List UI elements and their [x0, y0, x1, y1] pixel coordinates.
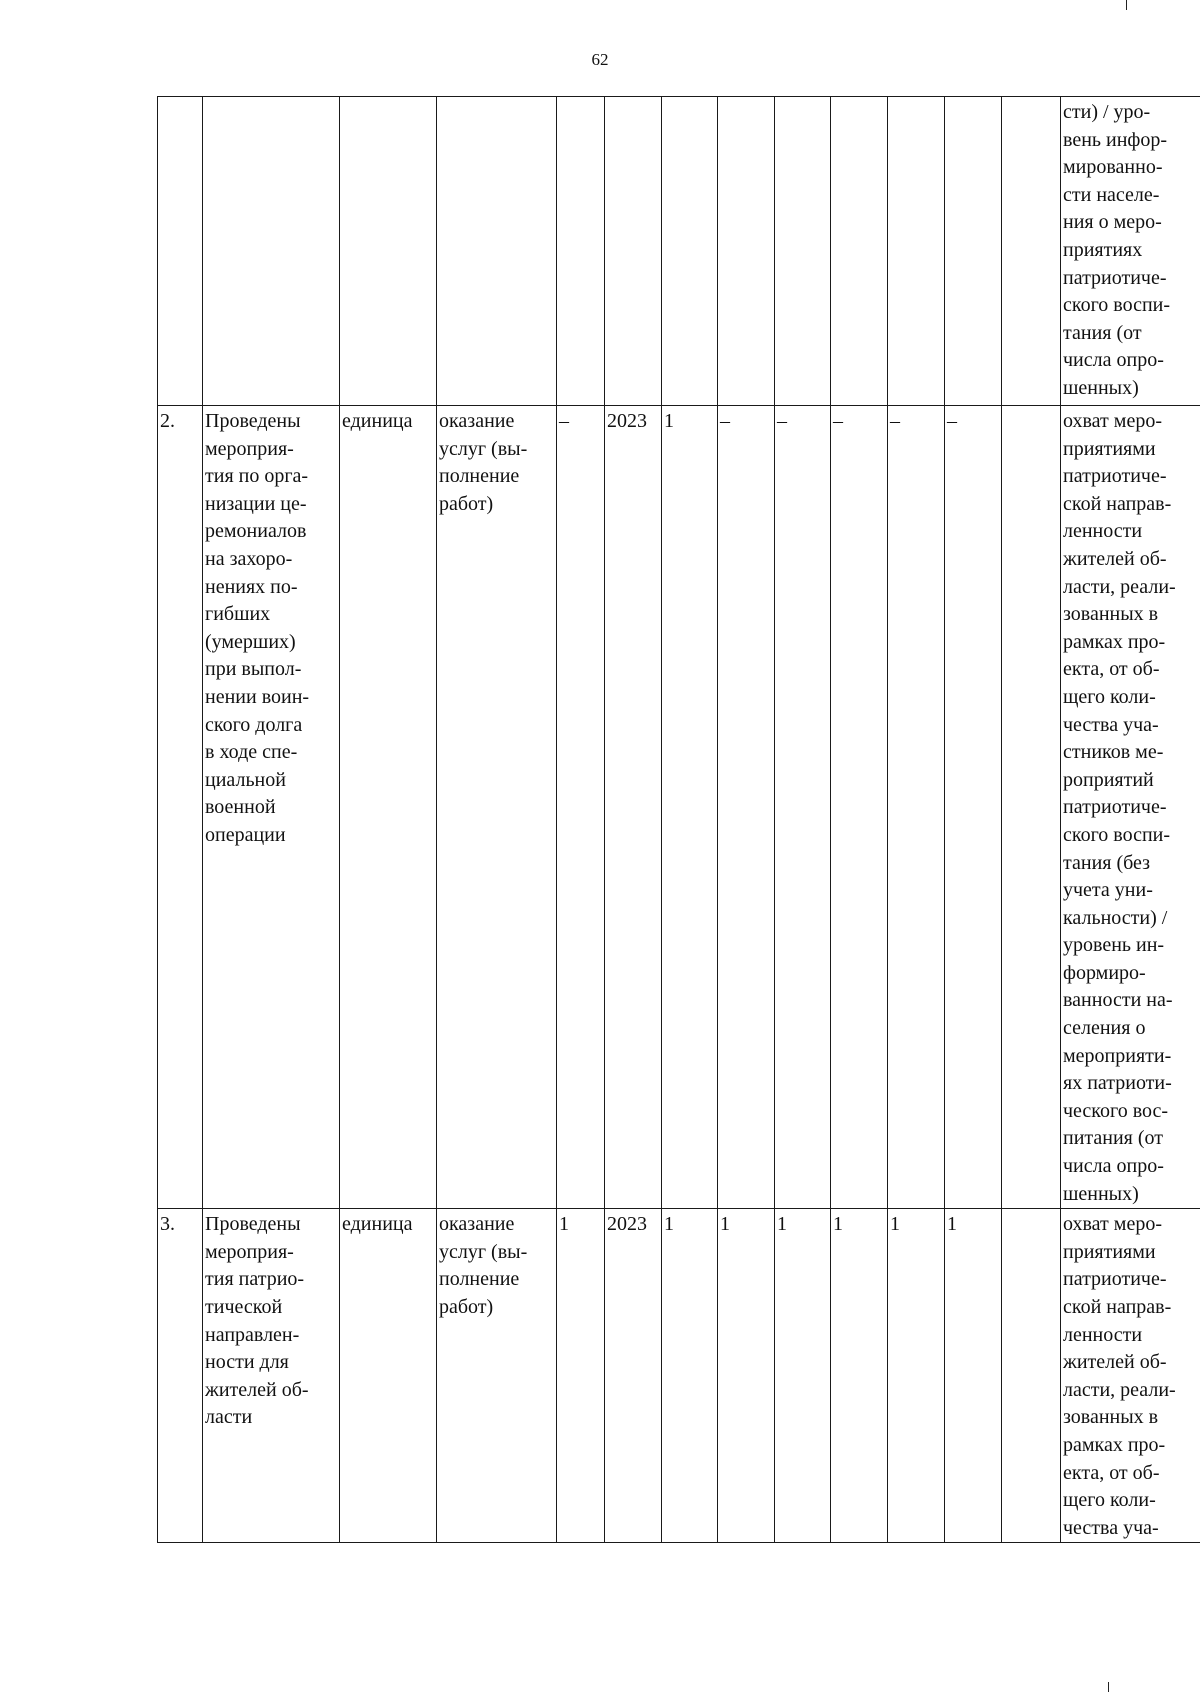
value-2029-cell [1002, 1209, 1061, 1543]
cell-text-line: 1 [777, 1213, 787, 1236]
cell-text-line: роприятий [1063, 768, 1154, 791]
value-2026-cell [831, 97, 888, 406]
table-row [158, 97, 1200, 406]
cell-text-line: Проведены [205, 410, 301, 432]
type-cell [437, 1209, 557, 1543]
cell-text-line: тической [205, 1296, 283, 1318]
cell-text-line: Проведены [205, 1213, 301, 1236]
cell-text-line: зованных в [1063, 603, 1159, 626]
cell-text-line: – [559, 410, 569, 432]
value-2023-cell [662, 97, 718, 406]
cell-text-line: 2023 [607, 1213, 647, 1236]
cell-text-line: ского долга [205, 713, 303, 736]
value-2028-cell [945, 1209, 1002, 1543]
cell-text-line: жителей об- [1063, 1351, 1167, 1374]
type-cell [437, 97, 557, 406]
cell-text-line: ласти [205, 1406, 253, 1429]
value-2025-cell [775, 97, 831, 406]
cell-text-line: 1 [559, 1213, 569, 1236]
cell-text-line: шенных) [1063, 1182, 1139, 1205]
cell-text-line: 1 [890, 1213, 900, 1236]
cell-text-line: уровень ин- [1063, 934, 1165, 957]
unit-cell [340, 97, 437, 406]
cell-text-line: оказание [439, 1213, 515, 1236]
cell-text-line: операции [205, 823, 286, 846]
cell-text-line: мированно- [1063, 156, 1163, 179]
cell-text-line: патриотиче- [1063, 266, 1167, 289]
value-2029-cell [1002, 406, 1061, 1209]
cell-text-line: 1 [720, 1213, 730, 1236]
cell-text-line: единица [342, 1213, 413, 1236]
cell-text-line: ленности [1063, 1323, 1143, 1346]
cell-text-line: зованных в [1063, 1406, 1159, 1429]
value-2023-cell [662, 1209, 718, 1543]
cell-text-line: жителей об- [205, 1378, 309, 1401]
unit-cell [340, 406, 437, 1209]
cell-text-line: оказание [439, 410, 515, 432]
value-2024-cell [718, 1209, 775, 1543]
cell-text-line: охват меро- [1063, 1213, 1162, 1236]
cell-text-line: (умерших) [205, 630, 296, 653]
cell-text-line: патриотиче- [1063, 796, 1167, 819]
type-cell [437, 406, 557, 1209]
cell-text-line: ленности [1063, 520, 1143, 543]
value-2025-cell [775, 406, 831, 1209]
cell-text-line: ской направ- [1063, 492, 1172, 515]
cell-text-line: чества уча- [1063, 713, 1159, 736]
value-2027-cell [888, 97, 945, 406]
cell-text-line: военной [205, 796, 276, 819]
cell-text-line: работ) [439, 1296, 494, 1318]
cell-text-line: ского воспи- [1063, 294, 1171, 317]
cell-text-line: услуг (вы- [439, 437, 528, 460]
cell-text-line: ческого вос- [1063, 1099, 1169, 1122]
cell-text-line: – [777, 410, 787, 432]
cell-text-line: охват меро- [1063, 410, 1162, 432]
cell-text-line: тия патрио- [205, 1268, 305, 1291]
cell-text-line: мероприя- [205, 437, 294, 460]
table-body [158, 97, 1200, 1543]
base-value-cell [557, 406, 605, 1209]
cell-text-line: жителей об- [1063, 547, 1167, 570]
cell-text-line: вень инфор- [1063, 128, 1168, 151]
cell-text-line: полнение [439, 465, 520, 488]
cell-text-line: мероприяти- [1063, 1044, 1172, 1067]
page-number: 62 [591, 50, 609, 69]
cell-text-line: екта, от об- [1063, 658, 1160, 681]
cell-text-line: – [720, 410, 730, 432]
base-value-cell [557, 1209, 605, 1543]
cell-text-line: числа опро- [1063, 1155, 1164, 1178]
cell-text-line: приятиями [1063, 1240, 1156, 1263]
cell-text-line: патриотиче- [1063, 465, 1167, 488]
result-name-cell [203, 1209, 340, 1543]
value-2025-cell [775, 1209, 831, 1543]
cell-text-line: – [833, 410, 843, 432]
cell-text-line: ности для [205, 1351, 289, 1374]
linked-indicator-cell [1061, 406, 1200, 1209]
cell-text-line: услуг (вы- [439, 1240, 528, 1263]
cell-text-line: нениях по- [205, 575, 298, 598]
value-2024-cell [718, 406, 775, 1209]
cell-text-line: ремониалов [205, 520, 307, 543]
year-cell [605, 97, 662, 406]
cell-text-line: мероприя- [205, 1240, 294, 1263]
row-number-cell [158, 1209, 203, 1543]
cell-text-line: шенных) [1063, 376, 1139, 399]
cell-text-line: числа опро- [1063, 349, 1164, 372]
year-cell [605, 406, 662, 1209]
cell-text-line: сти) / уро- [1063, 101, 1151, 123]
cell-text-line: циальной [205, 768, 286, 791]
scan-edge-mark [1126, 0, 1127, 10]
cell-text-line: ласти, реали- [1063, 575, 1176, 598]
cell-text-line: в ходе спе- [205, 741, 298, 764]
result-name-cell [203, 406, 340, 1209]
cell-text-line: стников ме- [1063, 741, 1164, 764]
cell-text-line: ванности на- [1063, 989, 1173, 1012]
value-2023-cell [662, 406, 718, 1209]
value-2027-cell [888, 1209, 945, 1543]
value-2026-cell [831, 1209, 888, 1543]
cell-text-line: ласти, реали- [1063, 1378, 1176, 1401]
linked-indicator-cell [1061, 97, 1200, 406]
cell-text-line: селения о [1063, 1017, 1146, 1040]
value-2024-cell [718, 97, 775, 406]
cell-text-line: низации це- [205, 492, 307, 515]
cell-text-line: – [890, 410, 900, 432]
cell-text-line: при выпол- [205, 658, 302, 681]
cell-text-line: щего коли- [1063, 685, 1156, 708]
cell-text-line: гибших [205, 603, 271, 626]
cell-text-line: направлен- [205, 1323, 300, 1346]
cell-text-line: формиро- [1063, 961, 1146, 984]
cell-text-line: нении воин- [205, 685, 310, 708]
cell-text-line: тия по орга- [205, 465, 309, 488]
cell-text-line: – [947, 410, 957, 432]
cell-text-line: чества уча- [1063, 1516, 1159, 1539]
cell-text-line: 1 [664, 1213, 674, 1236]
cell-text-line: приятиях [1063, 238, 1143, 261]
cell-text-line: патриотиче- [1063, 1268, 1167, 1291]
cell-text-line: ского воспи- [1063, 823, 1171, 846]
cell-text-line: приятиями [1063, 437, 1156, 460]
cell-text-line: тания (без [1063, 851, 1151, 874]
row-number-cell [158, 406, 203, 1209]
cell-text-line: работ) [439, 492, 494, 515]
value-2026-cell [831, 406, 888, 1209]
year-cell [605, 1209, 662, 1543]
cell-text-line: кальности) / [1063, 906, 1168, 929]
cell-text-line: рамках про- [1063, 1433, 1166, 1456]
cell-text-line: тания (от [1063, 321, 1142, 344]
value-2028-cell [945, 406, 1002, 1209]
cell-text-line: 1 [833, 1213, 843, 1236]
cell-text-line: учета уни- [1063, 879, 1153, 902]
table-row [158, 1209, 1200, 1543]
scan-edge-mark [1108, 1682, 1109, 1692]
cell-text-line: питания (от [1063, 1127, 1164, 1150]
value-2028-cell [945, 97, 1002, 406]
table-row [158, 406, 1200, 1209]
cell-text-line: 1 [947, 1213, 957, 1236]
cell-text-line: щего коли- [1063, 1489, 1156, 1512]
cell-text-line: 2. [160, 410, 175, 432]
indicators-table [157, 96, 1200, 1543]
cell-text-line: единица [342, 410, 413, 432]
cell-text-line: екта, от об- [1063, 1461, 1160, 1484]
cell-text-line: 2023 [607, 410, 647, 432]
cell-text-line: 3. [160, 1213, 175, 1236]
cell-text-line: на захоро- [205, 547, 293, 570]
cell-text-line: ния о меро- [1063, 211, 1162, 234]
cell-text-line: 1 [664, 410, 674, 432]
value-2029-cell [1002, 97, 1061, 406]
row-number-cell [158, 97, 203, 406]
unit-cell [340, 1209, 437, 1543]
cell-text-line: ской направ- [1063, 1296, 1172, 1318]
cell-text-line: рамках про- [1063, 630, 1166, 653]
cell-text-line: сти населе- [1063, 183, 1160, 206]
result-name-cell [203, 97, 340, 406]
base-value-cell [557, 97, 605, 406]
cell-text-line: ях патриоти- [1063, 1072, 1172, 1095]
value-2027-cell [888, 406, 945, 1209]
linked-indicator-cell [1061, 1209, 1200, 1543]
cell-text-line: полнение [439, 1268, 520, 1291]
